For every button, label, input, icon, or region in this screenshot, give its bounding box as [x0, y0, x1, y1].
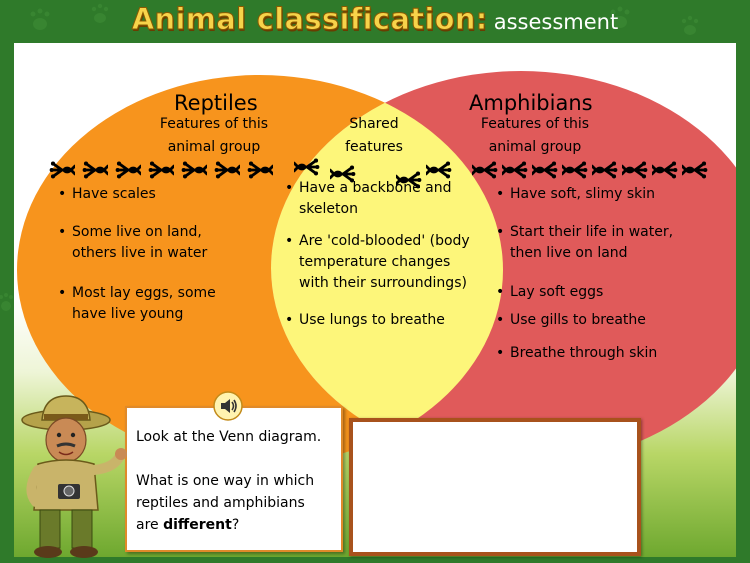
- list-item: • Have a backbone and skeleton: [285, 178, 490, 220]
- page-title: Animal classification:: [131, 2, 488, 36]
- amphibians-facts-3: [496, 282, 696, 303]
- list-item: • Some live on land, others live in water: [58, 222, 258, 264]
- reptiles-subtitle-line2: animal group: [167, 139, 261, 155]
- list-item: • Are 'cold-blooded' (body temperature changes with their surroundings): [285, 231, 490, 294]
- shared-facts-2: [285, 231, 490, 294]
- list-item: • Start their life in water, then live on land: [496, 222, 696, 264]
- question-line-3: reptiles and amphibians: [136, 495, 305, 511]
- question-box: [125, 406, 343, 552]
- page-subtitle: assessment: [493, 10, 619, 34]
- list-item: • Breathe through skin: [496, 343, 696, 364]
- reptiles-facts-3: [58, 283, 258, 325]
- amphibians-facts-5: [496, 343, 696, 364]
- shared-facts-3: [285, 310, 490, 331]
- question-text: [136, 426, 336, 536]
- amphibians-subtitle-line2: animal group: [488, 139, 582, 155]
- list-item: • Use gills to breathe: [496, 310, 696, 331]
- amphibians-subtitle: [465, 113, 605, 159]
- shared-subtitle: [324, 113, 424, 159]
- speaker-icon[interactable]: [213, 391, 243, 421]
- reptiles-heading: Reptiles: [174, 91, 258, 115]
- shared-subtitle-line2: features: [345, 139, 403, 155]
- list-item: • Lay soft eggs: [496, 282, 696, 303]
- question-line-1: Look at the Venn diagram.: [136, 429, 322, 445]
- amphibians-subtitle-line1: Features of this: [480, 116, 590, 132]
- reptiles-subtitle: [144, 113, 284, 159]
- amphibians-facts-2: [496, 222, 696, 264]
- explorer-character: [14, 390, 129, 560]
- answer-box[interactable]: [349, 418, 641, 556]
- question-line-2: What is one way in which: [136, 473, 315, 489]
- question-line-4: are different?: [136, 517, 240, 533]
- list-item: • Most lay eggs, some have live young: [58, 283, 258, 325]
- amphibians-heading: Amphibians: [469, 91, 593, 115]
- list-item: • Have soft, slimy skin: [496, 184, 696, 205]
- reptiles-facts: [58, 184, 258, 205]
- list-item: • Have scales: [58, 184, 258, 205]
- title-bar: [0, 2, 750, 44]
- reptiles-facts-2: [58, 222, 258, 264]
- amphibians-facts: [496, 184, 696, 205]
- list-item: • Use lungs to breathe: [285, 310, 490, 331]
- reptiles-subtitle-line1: Features of this: [159, 116, 269, 132]
- amphibians-facts-4: [496, 310, 696, 331]
- shared-facts: [285, 178, 490, 220]
- shared-subtitle-line1: Shared: [349, 116, 399, 132]
